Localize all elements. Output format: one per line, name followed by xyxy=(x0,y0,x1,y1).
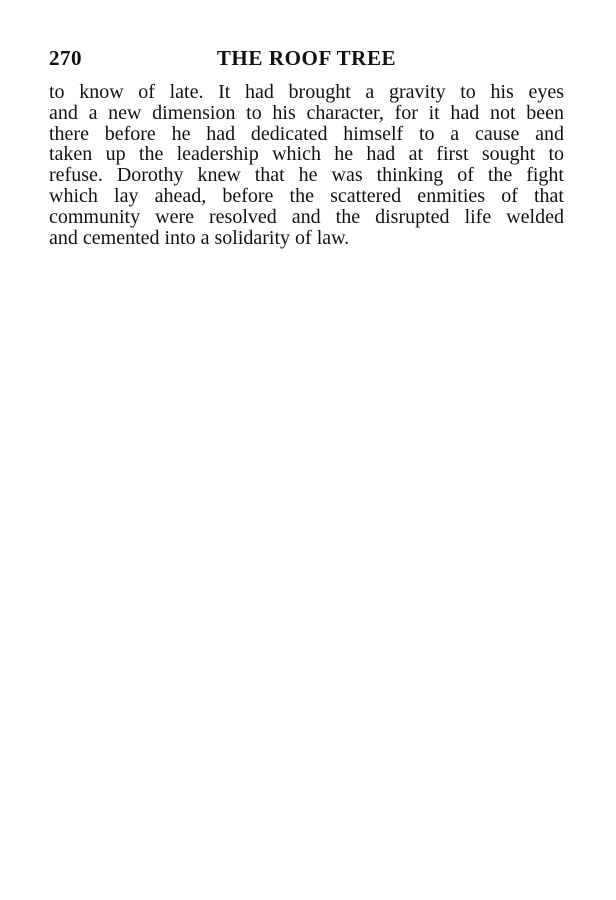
text-line: which lay ahead, before the scattered enmities of that xyxy=(49,184,564,207)
page-number: 270 xyxy=(49,46,82,70)
text-line: there before he had dedicated himself to a cause and xyxy=(49,122,564,145)
body-paragraph xyxy=(49,82,564,248)
text-line: taken up the leadership which he had at first sought to xyxy=(49,143,564,166)
running-title: THE ROOF TREE xyxy=(216,46,397,70)
text-line: and cemented into a solidarity of law. xyxy=(49,226,350,249)
text-line: community were resolved and the disrupted life welded xyxy=(49,205,564,228)
text-line: refuse. Dorothy knew that he was thinking of the fight xyxy=(49,164,564,187)
page-header xyxy=(49,46,564,72)
text-line: to know of late. It had brought a gravity to his eyes xyxy=(49,81,564,103)
text-line: and a new dimension to his character, for it had not been xyxy=(49,101,564,124)
